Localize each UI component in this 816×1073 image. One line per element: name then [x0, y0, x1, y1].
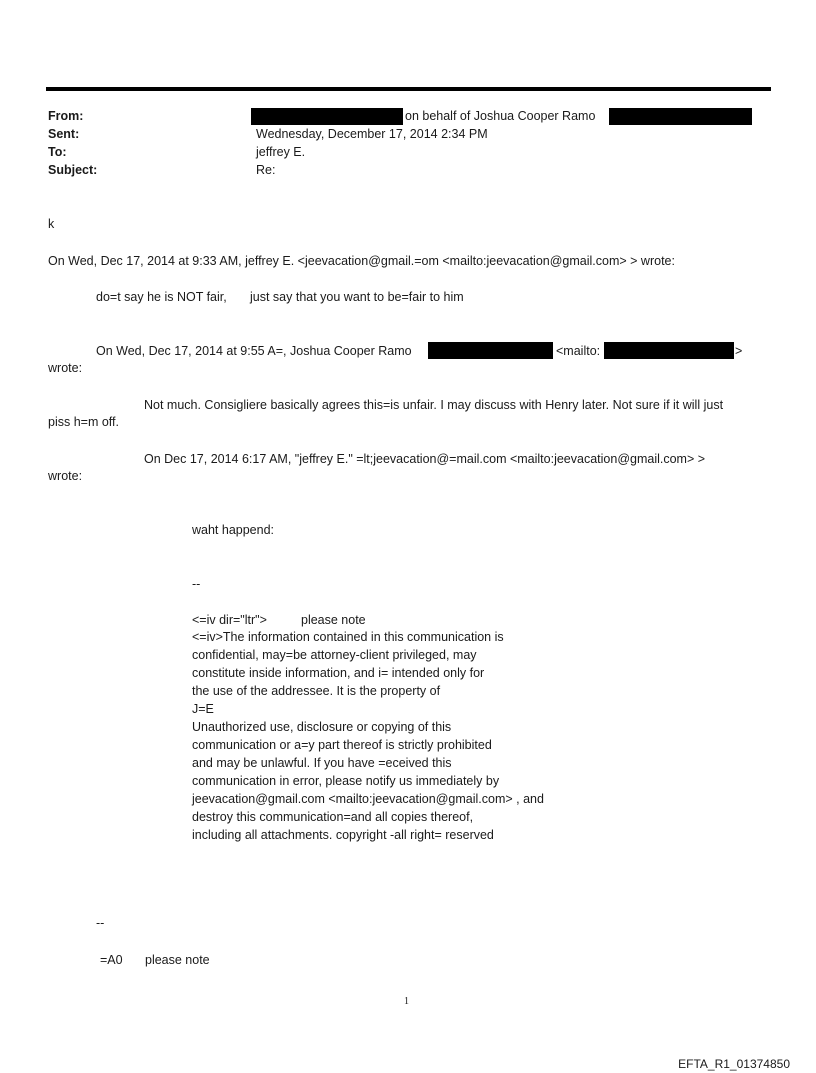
signature-line: Unauthorized use, disclosure or copying of this: [192, 720, 452, 734]
signature-line: <=iv>The information contained in this communication is: [192, 630, 504, 644]
sent-value: Wednesday, December 17, 2014 2:34 PM: [256, 127, 488, 141]
quote3-wrote: wrote:: [48, 469, 83, 483]
signature-line: confidential, may=be attorney-client privileged, may: [192, 648, 477, 662]
quote3-header: On Dec 17, 2014 6:17 AM, "jeffrey E." =lt;jeevacation@=mail.com <mailto:jeevacation@gmail.com> >: [144, 452, 706, 466]
quote2-header-b: <mailto:: [556, 344, 601, 358]
signature-line: the use of the addressee. It is the property of: [192, 684, 441, 698]
header-rule: [46, 87, 771, 91]
to-value: jeffrey E.: [256, 145, 306, 159]
from-value: on behalf of Joshua Cooper Ramo: [405, 109, 596, 123]
redaction-block: [609, 108, 752, 125]
signature-separator: --: [192, 577, 201, 591]
quote2-header-c: >: [735, 344, 743, 358]
quote2-text-1: Not much. Consigliere basically agrees this=is unfair. I may discuss with Henry later. Not sure if it will just: [144, 398, 724, 412]
quote1-header: On Wed, Dec 17, 2014 at 9:33 AM, jeffrey E. <jeevacation@gmail.=om <mailto:jeevacation@gmail.com> > wrote:: [48, 254, 675, 268]
quote1-text-b: just say that you want to be=fair to him: [250, 290, 464, 304]
signature-line1-a: <=iv dir="ltr">: [192, 613, 267, 627]
signature-line: J=E: [192, 702, 214, 716]
quote2-header-a: On Wed, Dec 17, 2014 at 9:55 A=, Joshua Cooper Ramo: [96, 344, 412, 358]
to-label: To:: [48, 145, 67, 159]
signature2-b: please note: [145, 953, 210, 967]
quote1-text-a: do=t say he is NOT fair,: [96, 290, 227, 304]
inner-text: waht happend:: [192, 523, 275, 537]
signature2-a: =A0: [100, 953, 123, 967]
signature-line: jeevacation@gmail.com <mailto:jeevacation@gmail.com> , and: [192, 792, 544, 806]
sent-label: Sent:: [48, 127, 80, 141]
subject-label: Subject:: [48, 163, 98, 177]
signature-line: destroy this communication=and all copies thereof,: [192, 810, 474, 824]
bates-number: EFTA_R1_01374850: [678, 1057, 790, 1071]
signature2-separator: --: [96, 916, 105, 930]
signature-line: constitute inside information, and i= intended only for: [192, 666, 485, 680]
quote2-wrote: wrote:: [48, 361, 83, 375]
redaction-block: [428, 342, 553, 359]
subject-value: Re:: [256, 163, 276, 177]
redaction-block: [604, 342, 734, 359]
page-number: 1: [404, 996, 409, 1007]
reply-text: k: [48, 217, 55, 231]
signature-line: and may be unlawful. If you have =eceived this: [192, 756, 452, 770]
quote2-text-2: piss h=m off.: [48, 415, 119, 429]
signature-line: including all attachments. copyright -all right= reserved: [192, 828, 494, 842]
signature-line1-b: please note: [301, 613, 366, 627]
signature-line: communication or a=y part thereof is strictly prohibited: [192, 738, 492, 752]
redaction-block: [251, 108, 403, 125]
from-label: From:: [48, 109, 84, 123]
signature-line: communication in error, please notify us immediately by: [192, 774, 500, 788]
